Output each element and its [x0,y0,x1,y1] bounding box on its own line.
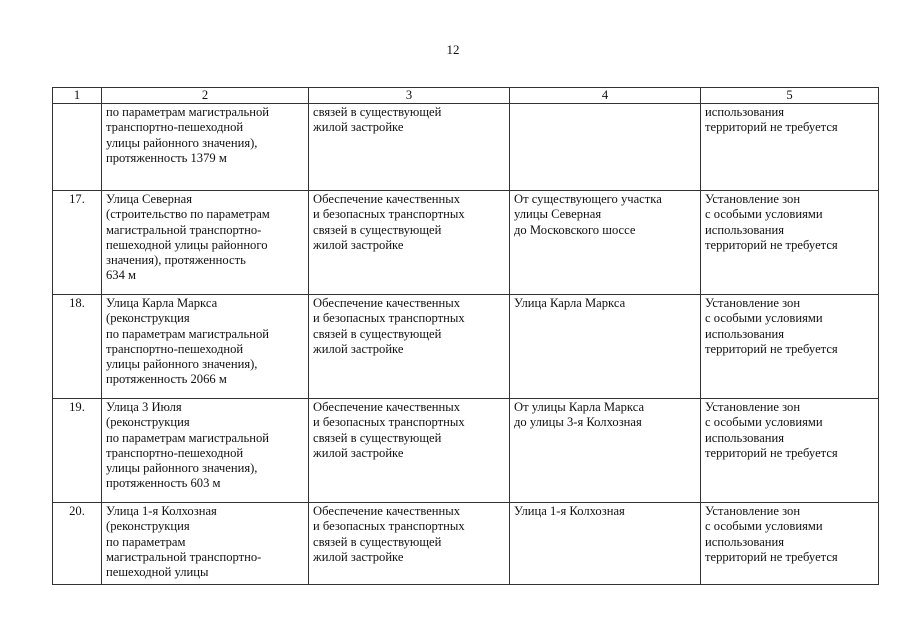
location-cell: От существующего участка улицы Северная до Московского шоссе [510,191,701,295]
object-name-cell: Улица 3 Июля (реконструкция по параметрам магистральной транспортно-пешеходной улицы районного значения), протяженность 603 м [102,399,309,503]
location-cell: От улицы Карла Маркса до улицы 3-я Колхозная [510,399,701,503]
location-cell [510,104,701,191]
zones-cell: Установление зон с особыми условиями использования территорий не требуется [701,191,879,295]
zones-cell: Установление зон с особыми условиями использования территорий не требуется [701,295,879,399]
table-row [53,191,879,295]
object-name-cell: по параметрам магистральной транспортно-пешеходной улицы районного значения), протяженность 1379 м [102,104,309,191]
page-number: 12 [446,42,460,57]
object-name-cell: Улица 1-я Колхозная (реконструкция по параметрам магистральной транспортно- пешеходной улицы [102,503,309,585]
purpose-cell: Обеспечение качественных и безопасных транспортных связей в существующей жилой застройке [309,191,510,295]
row-number-cell: 20. [53,503,102,585]
zones-cell: использования территорий не требуется [701,104,879,191]
table-row [53,399,879,503]
row-number-cell: 17. [53,191,102,295]
column-header: 2 [102,88,309,104]
location-cell: Улица Карла Маркса [510,295,701,399]
column-header: 1 [53,88,102,104]
row-number-cell [53,104,102,191]
column-header: 3 [309,88,510,104]
table-header-row [53,88,879,104]
zones-cell: Установление зон с особыми условиями использования территорий не требуется [701,503,879,585]
purpose-cell: Обеспечение качественных и безопасных транспортных связей в существующей жилой застройке [309,503,510,585]
row-number-cell: 19. [53,399,102,503]
purpose-cell: Обеспечение качественных и безопасных транспортных связей в существующей жилой застройке [309,399,510,503]
zones-cell: Установление зон с особыми условиями использования территорий не требуется [701,399,879,503]
row-number-cell: 18. [53,295,102,399]
object-name-cell: Улица Карла Маркса (реконструкция по параметрам магистральной транспортно-пешеходной улицы районного значения), протяженность 2066 м [102,295,309,399]
table-row [53,104,879,191]
column-header: 4 [510,88,701,104]
table-row [53,503,879,585]
column-header: 5 [701,88,879,104]
document-table [52,87,879,585]
table-row [53,295,879,399]
purpose-cell: Обеспечение качественных и безопасных транспортных связей в существующей жилой застройке [309,295,510,399]
location-cell: Улица 1-я Колхозная [510,503,701,585]
purpose-cell: связей в существующей жилой застройке [309,104,510,191]
object-name-cell: Улица Северная (строительство по параметрам магистральной транспортно- пешеходной улицы районного значения), протяженность 634 м [102,191,309,295]
